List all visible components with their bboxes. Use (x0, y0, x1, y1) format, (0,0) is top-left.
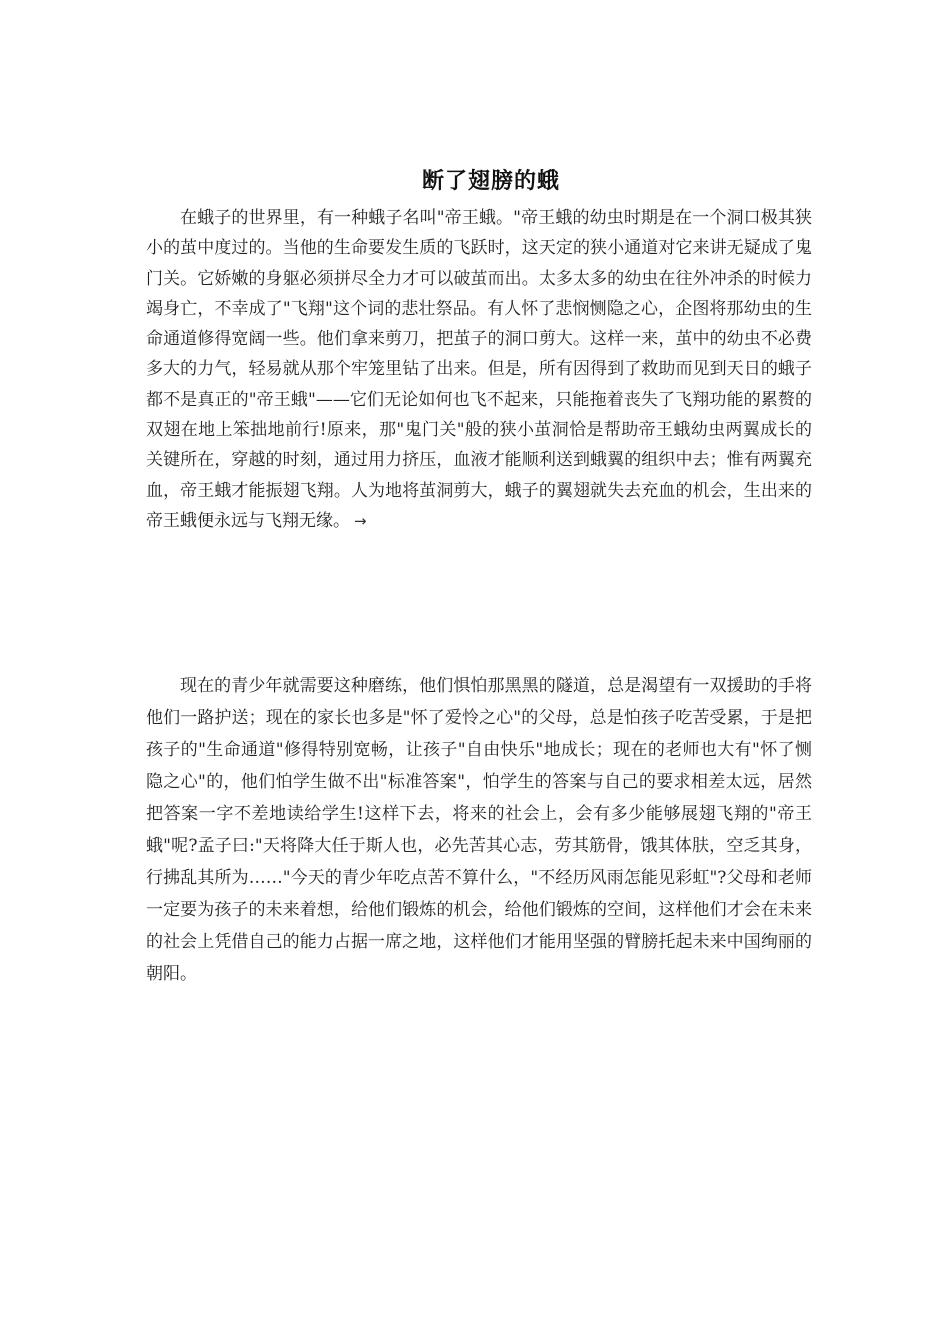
paragraph-2 (146, 670, 812, 990)
paragraph-2-text: 现在的青少年就需要这种磨练，他们惧怕那黑黑的隧道，总是渴望有一双援助的手将他们一路护送；现在的家长也多是"怀了爱怜之心"的父母，总是怕孩子吃苦受累，于是把孩子的"生命通道"修得特别宽畅，让孩子"自由快乐"地成长；现在的老师也大有"怀了恻隐之心"的，他们怕学生做不出"标准答案"，怕学生的答案与自己的要求相差太远，居然把答案一字不差地读给学生!这样下去，将来的社会上，会有多少能够展翅飞翔的"帝王蛾"呢?孟子曰:"天将降大任于斯人也，必先苦其心志，劳其筋骨，饿其体肤，空乏其身，行拂乱其所为……"今天的青少年吃点苦不算什么，"不经历风雨怎能见彩虹"?父母和老师一定要为孩子的未来着想，给他们锻炼的机会，给他们锻炼的空间，这样他们才会在未来的社会上凭借自己的能力占据一席之地，这样他们才能用坚强的臂膀托起未来中国绚丽的朝阳。 (146, 676, 812, 984)
document-title: 断了翅膀的蛾 (421, 169, 560, 194)
paragraph-end-arrow-icon: → (354, 511, 367, 530)
paragraph-1-text: 在蛾子的世界里，有一种蛾子名叫"帝王蛾。"帝王蛾的幼虫时期是在一个洞口极其狭小的茧中度过的。当他的生命要发生质的飞跃时，这天定的狭小通道对它来讲无疑成了鬼门关。它娇嫩的身躯必须拼尽全力才可以破茧而出。太多太多的幼虫在往外冲杀的时候力竭身亡，不幸成了"飞翔"这个词的悲壮祭品。有人怀了悲悯恻隐之心，企图将那幼虫的生命通道修得宽阔一些。他们拿来剪刀，把茧子的洞口剪大。这样一来，茧中的幼虫不必费多大的力气，轻易就从那个牢笼里钻了出来。但是，所有因得到了救助而见到天日的蛾子都不是真正的"帝王蛾"——它们无论如何也飞不起来，只能拖着丧失了飞翔功能的累赘的双翅在地上笨拙地前行!原来，那"鬼门关"般的狭小茧洞恰是帮助帝王蛾幼虫两翼成长的关键所在，穿越的时刻，通过用力挤压，血液才能顺利送到蛾翼的组织中去；惟有两翼充血，帝王蛾才能振翅飞翔。人为地将茧洞剪大，蛾子的翼翅就失去充血的机会，生出来的帝王蛾便永远与飞翔无缘。 (146, 208, 812, 531)
paragraph-1 (146, 203, 812, 536)
